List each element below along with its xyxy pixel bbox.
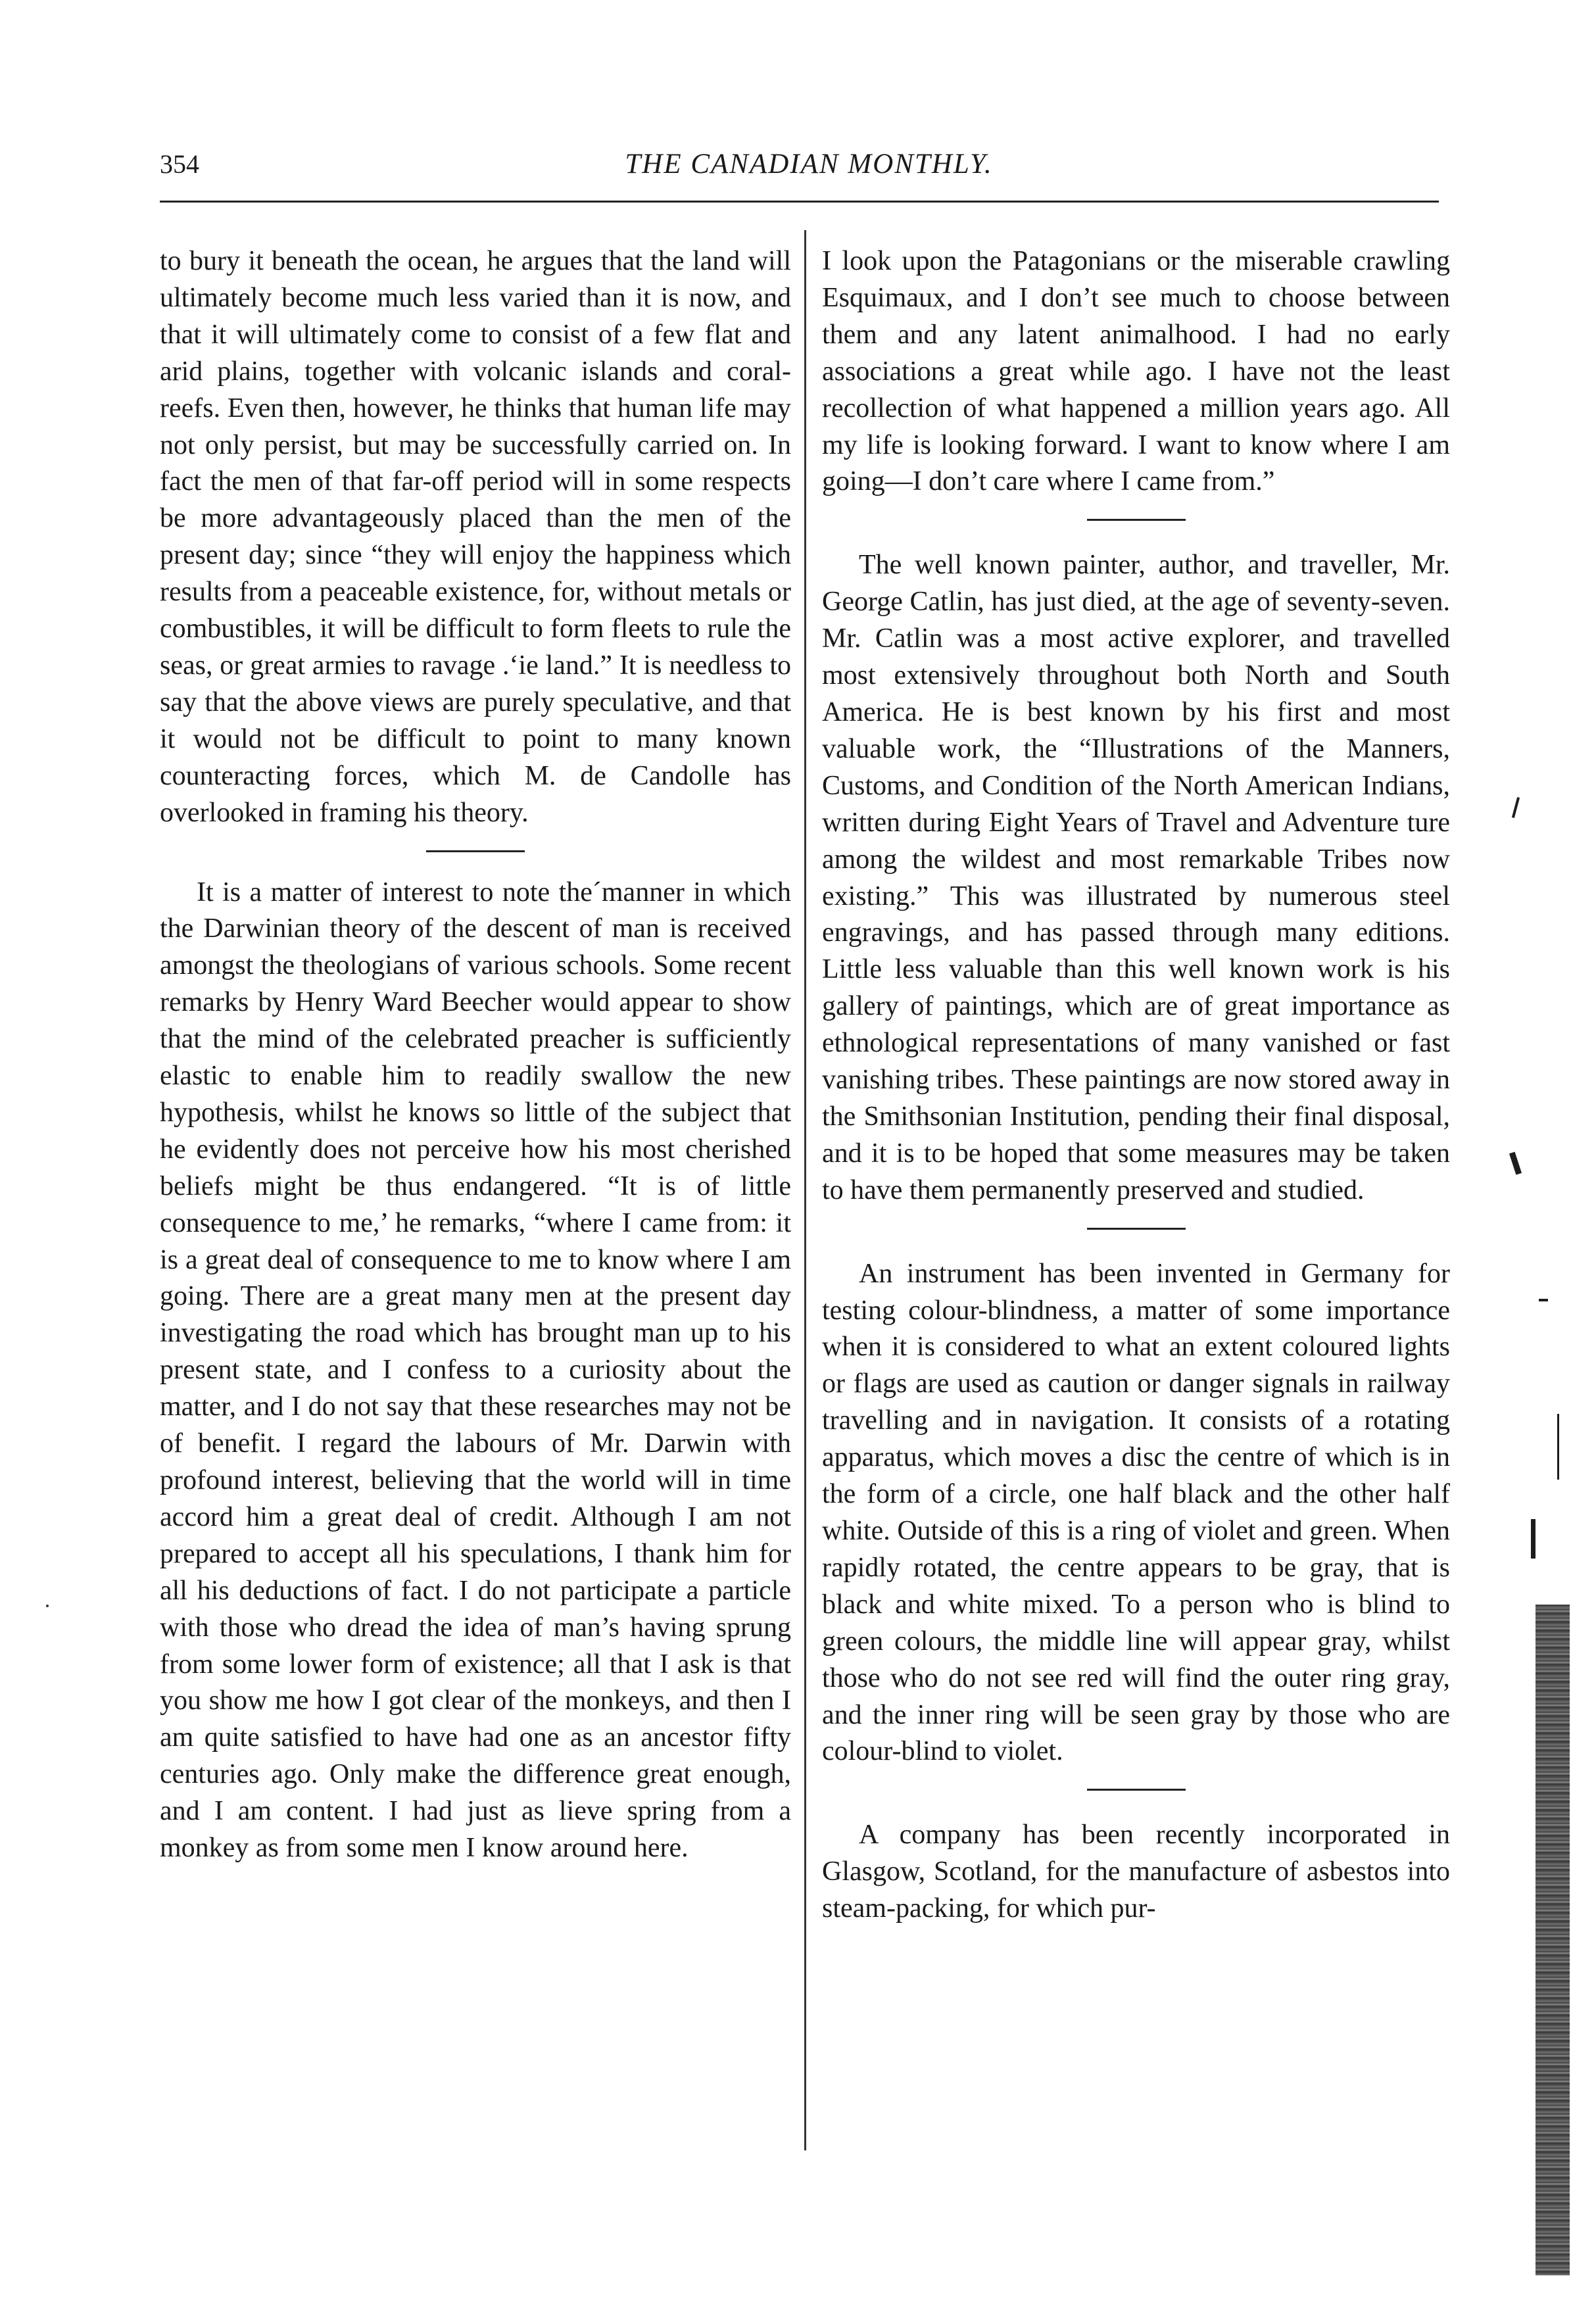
paragraph-candolle-theory: to bury it beneath the ocean, he argues that the land will ultimately become much less varied than it is now, and that it will ultimately come to consist of a few flat and arid plains, together with volcanic islands and coral-reefs. Even then, however, he thinks that human life may not only persist, but may be successfully carried on. In fact the men of that far-off period will in some respects be more advantageously placed than the men of the present day; since “they will enjoy the happiness which results from a peaceable existence, for, without metals or combustibles, it will be difficult to form fleets to rule the seas, or great armies to ravage .‘ie land.” It is needless to say that the above views are purely speculative, and that it would not be difficult to point to many known counteracting forces, which M. de Candolle has overlooked in framing his theory. <box>160 246 791 828</box>
section-separator <box>1087 1228 1186 1230</box>
section-separator <box>1087 519 1186 521</box>
header-rule <box>160 201 1439 203</box>
column-divider <box>804 230 806 2150</box>
scan-mark <box>1531 1519 1536 1559</box>
paragraph-catlin-obituary: The well known painter, author, and traveller, Mr. George Catlin, has just died, at the age of seventy-seven. Mr. Catlin was a most active explorer, and travelled most extensively throughout both North and South America. He is best known by his first and most valuable work, the “Illustrations of the Manners, Customs, and Condition of the North American Indians, written during Eight Years of Travel and Adventure ture among the wildest and most remarkable Tribes now existing.” This was illustrated by numerous steel engravings, and has passed through many editions. Little less valuable than this well known work is his gallery of paintings, which are of great importance as ethnological representations of many vanished or fast vanishing tribes. These paintings are now stored away in the Smithsonian Institution, pending their final disposal, and it is to be hoped that some measures may be taken to have them permanently preserved and studied. <box>822 550 1450 1205</box>
right-column <box>822 243 1450 1927</box>
paragraph-beecher-continued: I look upon the Patagonians or the miserable crawling Esquimaux, and I don’t see much to choose between them and any latent animalhood. I had no early associations a great while ago. I have not the least recollection of what happened a million years ago. All my life is looking forward. I want to know where I am going—I don’t care where I came from.” <box>822 246 1450 497</box>
paragraph-colour-blindness: An instrument has been invented in Germany for testing colour-blindness, a matter of some importance when it is considered to what an extent coloured lights or flags are used as caution or danger signals in railway travelling and in navigation. It consists of a rotating apparatus, which moves a disc the centre of which is in the form of a circle, one half black and the other half white. Outside of this is a ring of violet and green. When rapidly rotated, the centre appears to be gray, that is black and white mixed. To a person who is blind to green colours, the middle line will appear gray, whilst those who do not see red will find the outer ring gray, and the inner ring will be seen gray by those who are colour-blind to violet. <box>822 1258 1450 1767</box>
scan-mark <box>1512 797 1520 818</box>
scan-mark <box>1539 1299 1548 1301</box>
scan-speck <box>46 1605 49 1607</box>
running-title: THE CANADIAN MONTHLY. <box>625 149 993 180</box>
paragraph-asbestos-company: A company has been recently incorporated in Glasgow, Scotland, for the manufacture of asbestos into steam-packing, for which pur- <box>822 1820 1450 1924</box>
left-column <box>160 243 791 1867</box>
scan-mark <box>1557 1414 1559 1480</box>
page-number: 354 <box>160 149 199 179</box>
section-separator <box>1087 1789 1186 1791</box>
scan-mark <box>1509 1151 1522 1174</box>
scan-edge-strip <box>1536 1605 1570 2275</box>
paragraph-beecher-darwin: It is a matter of interest to note the´manner in which the Darwinian theory of the descent of man is received amongst the theologians of various schools. Some recent remarks by Henry Ward Beecher would appear to show that the mind of the celebrated preacher is sufficiently elastic to enable him to readily swallow the new hypothesis, whilst he knows so little of the subject that he evidently does not perceive how his most cherished beliefs might be thus endangered. “It is of little consequence to me,’ he remarks, “where I came from: it is a great deal of consequence to me to know where I am going. There are a great many men at the present day investigating the road which has brought man up to his present state, and I confess to a curiosity about the matter, and I do not say that these researches may not be of benefit. I regard the labours of Mr. Darwin with profound interest, believing that the world will in time accord him a great deal of credit. Although I am not prepared to accept all his speculations, I thank him for all his deductions of fact. I do not participate a particle with those who dread the idea of man’s having sprung from some lower form of existence; all that I ask is that you show me how I got clear of the monkeys, and then I am quite satisfied to have had one as an ancestor fifty centuries ago. Only make the difference great enough, and I am content. I had just as lieve spring from a monkey as from some men I know around here. <box>160 877 791 1864</box>
section-separator <box>426 850 525 852</box>
